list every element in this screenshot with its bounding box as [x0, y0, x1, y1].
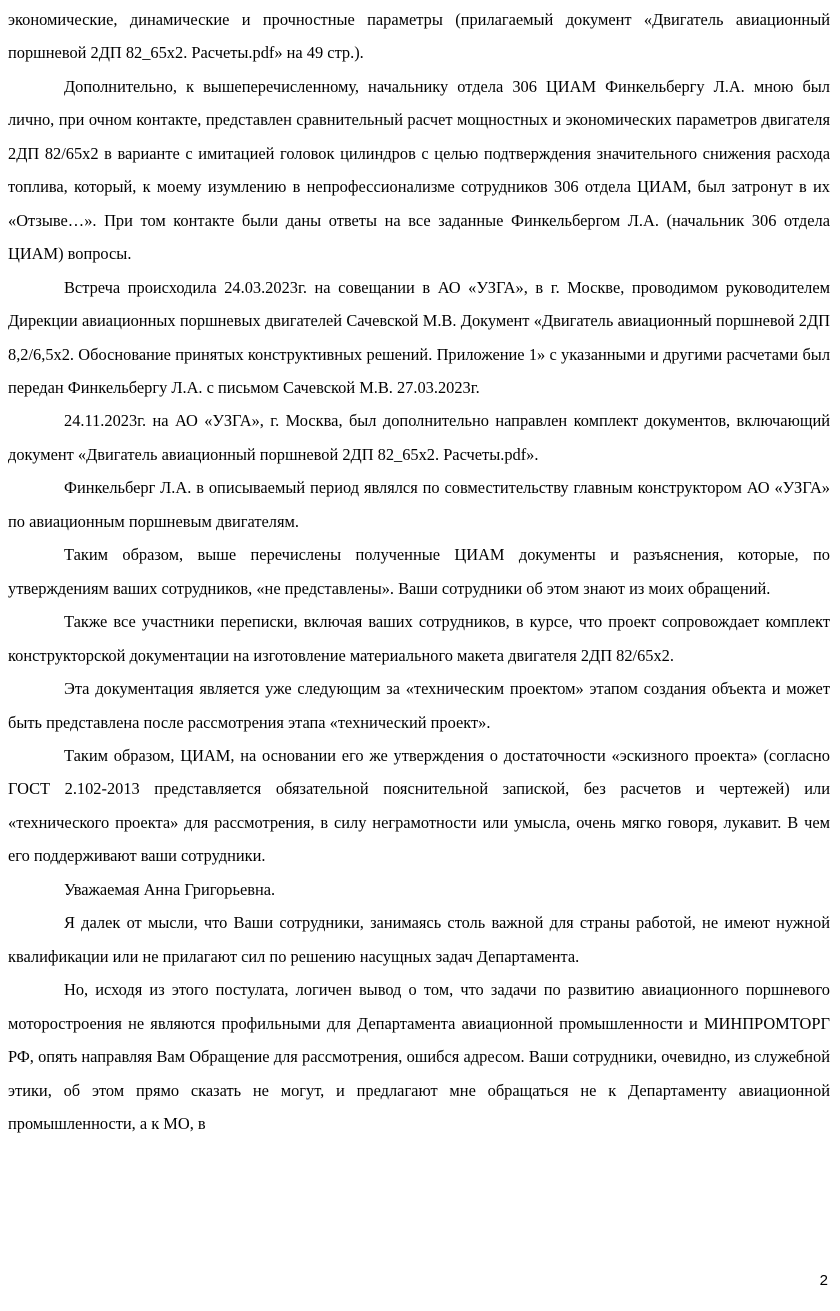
paragraph-received-documents: Таким образом, выше перечислены полученные ЦИАМ документы и разъяснения, которые, по утверждениям ваших сотрудников, «не представлены». Ваши сотрудники об этом знают из моих обращений. — [8, 545, 830, 598]
paragraph-qualification: Я далек от мысли, что Ваши сотрудники, занимаясь столь важной для страны работой, не имеют нужной квалификации или не прилагают сил по решению насущных задач Департамента. — [8, 913, 830, 966]
document-page — [8, 3, 830, 1140]
paragraph-logical-conclusion: Но, исходя из этого постулата, логичен вывод о том, что задачи по развитию авиационного поршневого моторостроения не являются профильными для Департамента авиационной промышленности и МИНПРОМТОРГ РФ, опять направляя Вам Обращение для рассмотрения, ошибся адресом. Ваши сотрудники, очевидно, из служебной этики, об этом прямо сказать не могут, и предлагают мне обращаться не к Департаменту авиационной промышленности, а к МО, в — [8, 980, 830, 1133]
paragraph-conclusion-ciam: Таким образом, ЦИАМ, на основании его же утверждения о достаточности «эскизного проекта» (согласно ГОСТ 2.102-2013 представляется обязательной пояснительной запиской, без расчетов и чертежей) или «технического проекта» для рассмотрения, в силу неграмотности или умысла, очень мягко говоря, лукавит. В чем его поддерживают ваши сотрудники. — [8, 745, 830, 866]
paragraph-meeting: Встреча происходила 24.03.2023г. на совещании в АО «УЗГА», в г. Москве, проводимом руководителем Дирекции авиационных поршневых двигателей Сачевской М.В. Документ «Двигатель авиационный поршневой 2ДП 8,2/6,5х2. Обоснование принятых конструктивных решений. Приложение 1» с указанными и другими расчетами был передан Финкельбергу Л.А. с письмом Сачевской М.В. 27.03.2023г. — [8, 277, 830, 397]
paragraph-next-stage: Эта документация является уже следующим за «техническим проектом» этапом создания объекта и может быть представлена после рассмотрения этапа «технический проект». — [8, 679, 830, 732]
paragraph-chief-designer: Финкельберг Л.А. в описываемый период являлся по совместительству главным конструктором АО «УЗГА» по авиационным поршневым двигателям. — [8, 478, 830, 531]
paragraph-presented-calculation: Дополнительно, к вышеперечисленному, начальнику отдела 306 ЦИАМ Финкельбергу Л.А. мною был лично, при очном контакте, представлен сравнительный расчет мощностных и экономических параметров двигателя 2ДП 82/65х2 в варианте с имитацией головок цилиндров с целью подтверждения значительного снижения расхода топлива, который, к моему изумлению в непрофессионализме сотрудников 306 отдела ЦИАМ, был затронут в их «Отзыве…». При том контакте были даны ответы на все заданные Финкельбергом Л.А. (начальник 306 отдела ЦИАМ) вопросы. — [8, 76, 830, 264]
paragraph-documents-sent: 24.11.2023г. на АО «УЗГА», г. Москва, был дополнительно направлен комплект документов, включающий документ «Двигатель авиационный поршневой 2ДП 82_65х2. Расчеты.pdf». — [8, 411, 830, 464]
paragraph-design-documentation: Также все участники переписки, включая ваших сотрудников, в курсе, что проект сопровождает комплект конструкторской документации на изготовление материального макета двигателя 2ДП 82/65х2. — [8, 612, 830, 665]
paragraph-salutation: Уважаемая Анна Григорьевна. — [64, 879, 276, 899]
page-number: 2 — [819, 1272, 828, 1289]
paragraph-continuation: экономические, динамические и прочностные параметры (прилагаемый документ «Двигатель авиационный поршневой 2ДП 82_65х2. Расчеты.pdf» на 49 стр.). — [8, 10, 830, 63]
